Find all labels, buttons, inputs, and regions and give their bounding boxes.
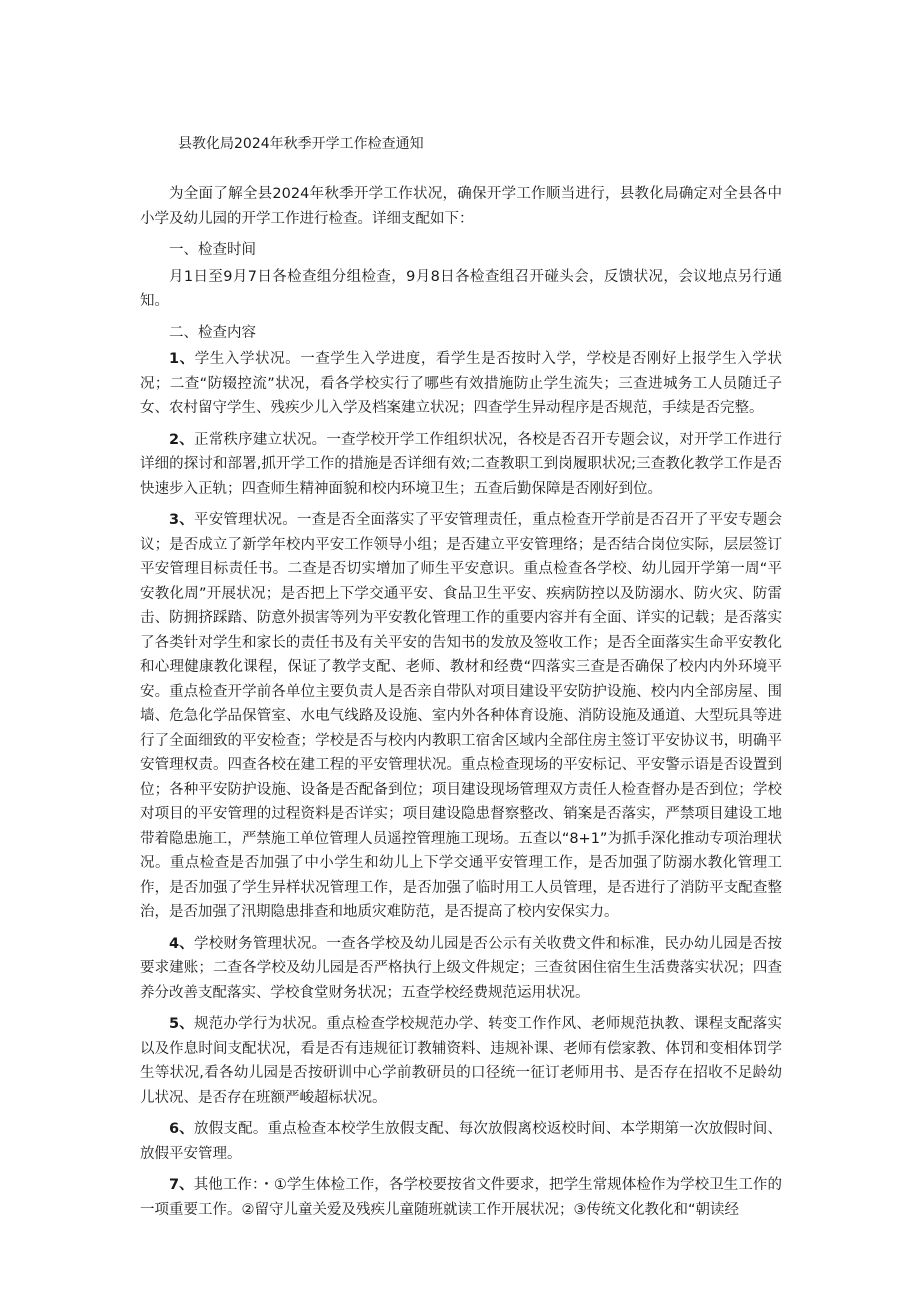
- item-text: 放假支配。重点检查本校学生放假支配、每次放假离校返校时间、本学期第一次放假时间、放假平安管理。: [140, 1121, 782, 1162]
- item-number: 6、: [169, 1121, 194, 1137]
- document-title: 县教化局2024年秋季开学工作检查通知: [178, 136, 424, 152]
- item-text: 平安管理状况。一查是否全面落实了平安管理责任，重点检查开学前是否召开了平安专题会议；是否成立了新学年校内平安工作领导小组；是否建立平安管理络；是否结合岗位实际，层层签订平安管理目标责任书。二查是否切实增加了师生平安意识。重点检查各学校、幼儿园开学第一周“平安教化周”开展状况；是否把上下学交通平安、食品卫生平安、疾病防控以及防溺水、防火灾、防雷击、防拥挤踩踏、防意外损害等列为平安教化管理工作的重要内容并有全面、详实的记载；是否落实了各类针对学生和家长的责任书及有关平安的告知书的发放及签收工作；是否全面落实生命平安教化和心理健康教化课程，保证了教学支配、老师、教材和经费“四落实三查是否确保了校内内外环境平安。重点检查开学前各单位主要负责人是否亲自带队对项目建设平安防护设施、校内内全部房屋、围墙、危急化学品保管室、水电气线路及设施、室内外各种体育设施、消防设施及通道、大型玩具等进行了全面细致的平安检查；学校是否与校内内教职工宿舍区域内全部住房主签订平安协议书，明确平安管理权责。四查各校在建工程的平安管理状况。重点检查现场的平安标记、平安警示语是否设置到位；各种平安防护设施、设备是否配备到位；项目建设现场管理双方责任人检查督办是否到位；学校对项目的平安管理的过程资料是否详实；项目建设隐患督察整改、销案是否落实，严禁项目建设工地带着隐患施工，严禁施工单位管理人员遥控管理施工现场。五查以“8+1”为抓手深化推动专项治理状况。重点检查是否加强了中小学生和幼儿上下学交通平安管理工作，是否加强了防溺水教化管理工作，是否加强了学生异样状况管理工作，是否加强了临时用工人员管理，是否进行了消防平支配查整治，是否加强了汛期隐患排查和地质灾难防范，是否提高了校内安保实力。: [140, 512, 782, 920]
- item-paragraph: [140, 1173, 782, 1222]
- item-text: 学校财务管理状况。一查各学校及幼儿园是否公示有关收费文件和标准，民办幼儿园是否按要求建账；二查各学校及幼儿园是否严格执行上级文件规定；三查贫困住宿生生活费落实状况；四查养分改善支配落实、学校食堂财务状况；五查学校经费规范运用状况。: [140, 935, 782, 1001]
- item-paragraph: [140, 508, 782, 925]
- item-paragraph: [140, 1117, 782, 1166]
- item-number: 2、: [169, 431, 194, 448]
- item-paragraph: [140, 428, 782, 502]
- item-paragraph: [140, 932, 782, 1006]
- item-number: 7、: [169, 1177, 194, 1193]
- item-number: 1、: [169, 351, 195, 367]
- item-paragraph: [140, 347, 782, 421]
- document-body: [140, 182, 782, 1229]
- item-number: 3、: [169, 512, 194, 528]
- item-number: 4、: [169, 935, 194, 952]
- section-heading-time: 一、检查时间: [169, 242, 256, 258]
- item-text: 正常秩序建立状况。一查学校开学工作组织状况，各校是否召开专题会议，对开学工作进行详细的探讨和部署,抓开学工作的措施是否详细有效;二查教职工到岗履职状况;三查教化教学工作是否快速步入正轨；四查师生精神面貌和校内环境卫生；五查后勤保障是否刚好到位。: [140, 431, 782, 497]
- section-heading-content: 二、检查内容: [169, 324, 256, 341]
- item-text: 学生入学状况。一查学生入学进度，看学生是否按时入学，学校是否刚好上报学生入学状况；二查“防辍控流”状况，看各学校实行了哪些有效措施防止学生流失；三查进城务工人员随迁子女、农村留守学生、残疾少儿入学及档案建立状况；四查学生异动程序是否规范，手续是否完整。: [140, 351, 782, 416]
- item-number: 5、: [169, 1016, 194, 1032]
- intro-paragraph: 为全面了解全县2024年秋季开学工作状况，确保开学工作顺当进行，县教化局确定对全县各中小学及幼儿园的开学工作进行检查。详细支配如下：: [140, 186, 782, 227]
- item-text: 规范办学行为状况。重点检查学校规范办学、转变工作作风、老师规范执教、课程支配落实以及作息时间支配状况，看是否有违规征订教辅资料、违规补课、老师有偿家教、体罚和变相体罚学生等状况,看各幼儿园是否按研训中心学前教研员的口径统一征订老师用书、是否存在招收不足龄幼儿状况、是否存在班额严峻超标状况。: [140, 1016, 782, 1106]
- time-paragraph: 月1日至9月7日各检查组分组检查，9月8日各检查组召开碰头会，反馈状况，会议地点另行通知。: [140, 268, 782, 309]
- item-paragraph: [140, 1012, 782, 1110]
- item-text: 其他工作：・①学生体检工作，各学校要按省文件要求，把学生常规体检作为学校卫生工作的一项重要工作。②留守儿童关爱及残疾儿童随班就读工作开展状况；③传统文化教化和“朝读经: [140, 1177, 782, 1218]
